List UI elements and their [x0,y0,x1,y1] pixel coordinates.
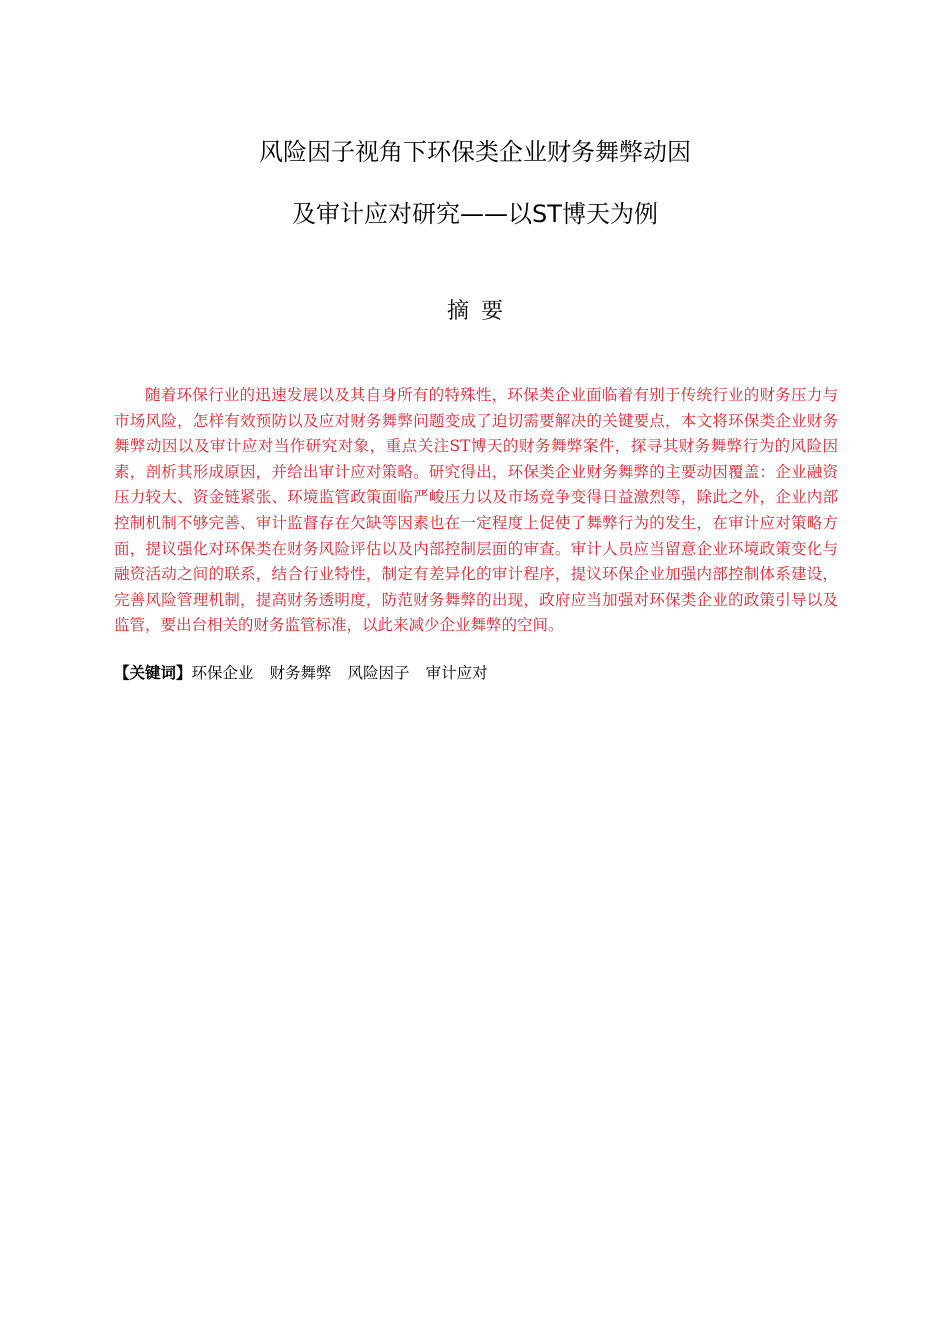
abstract-heading: 摘要 [446,299,515,324]
abstract-body: 随着环保行业的迅速发展以及其自身所有的特殊性，环保类企业面临着有别于传统行业的财务压力与市场风险，怎样有效预防以及应对财务舞弊问题变成了迫切需要解决的关键要点，本文将环保类企业财务舞弊动因以及审计应对当作研究对象，重点关注ST博天的财务舞弊案件，探寻其财务舞弊行为的风险因素，剖析其形成原因，并给出审计应对策略。研究得出，环保类企业财务舞弊的主要动因覆盖：企业融资压力较大、资金链紧张、环境监管政策面临严峻压力以及市场竞争变得日益激烈等，除此之外，企业内部控制机制不够完善、审计监督存在欠缺等因素也在一定程度上促使了舞弊行为的发生，在审计应对策略方面，提议强化对环保类在财务风险评估以及内部控制层面的审查。审计人员应当留意企业环境政策变化与融资活动之间的联系，结合行业特性，制定有差异化的审计程序，提议环保企业加强内部控制体系建设，完善风险管理机制，提高财务透明度，防范财务舞弊的出现，政府应当加强对环保类企业的政策引导以及监管，要出台相关的财务监管标准，以此来减少企业舞弊的空间。 [114,386,838,635]
keyword-item: 财务舞弊 [269,664,332,682]
keywords-label: 【关键词】 [114,664,192,682]
keyword-item: 风险因子 [347,664,410,682]
keyword-item: 审计应对 [425,664,488,682]
paper-title-line-1: 风险因子视角下环保类企业财务舞弊动因 [259,138,691,166]
keywords-line [114,660,838,686]
keyword-item: 环保企业 [191,664,254,682]
paper-title-line-2: 及审计应对研究——以ST博天为例 [292,200,658,228]
